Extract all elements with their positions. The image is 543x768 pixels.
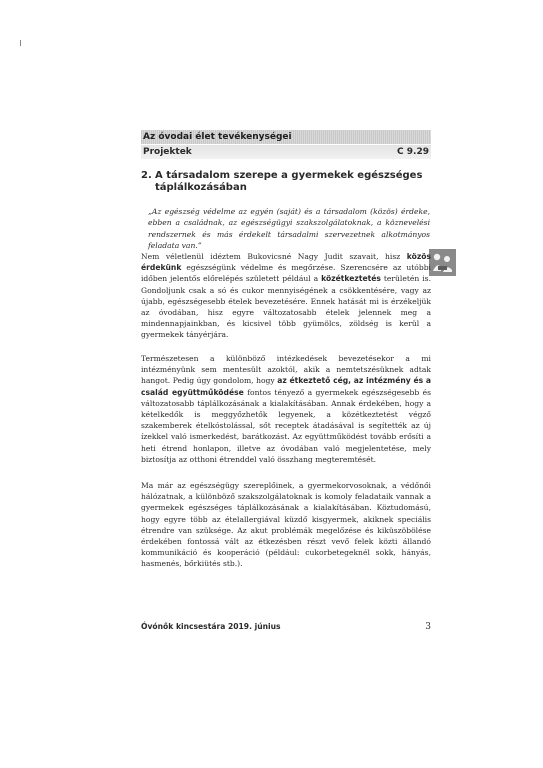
page-footer [141, 621, 431, 633]
article-number: 2. [141, 170, 152, 181]
children-reading-icon [429, 249, 456, 276]
category-code: C 9.29 [397, 147, 429, 157]
publication-name: Óvónők kincsestára 2019. június [141, 622, 281, 631]
emphasis-kozos-erdekunk: közös érdekünk [141, 252, 431, 273]
emphasis-kozetkeztetes: közétkeztetés [321, 274, 381, 284]
paragraph-1: Nem véletlenül idéztem Bukovicsné Nagy Judit szavait, hisz közös érdekünk egészségünk védelme és megőrzése. Szerencsére az utóbbi időben jelentős előrelépés született például a közétkeztetés területén is. Gondoljunk csak a só és cukor mennyiségének a csökkentésére, vagy az újabb, egészségesebb ételek bevezetésére. Ennek hatását mi is érzékeljük az óvodában, hisz egyre változatosabb ételek jelennek meg a mindennapjainkban, és kicsivel több gyümölcs, zöldség is kerül a gyermekek tányérjára. [141, 252, 431, 340]
paragraph-2: Természetesen a különböző intézkedések bevezetésekor a mi intézményünk sem mentesült azoktól, akik a nemtetszésüknek adtak hangot. Pedig úgy gondolom, hogy az étkeztető cég, az intézmény és a család együttműködése fontos tényező a gyermekek egészségesebb és változatosabb táplálkozásának a kialakításában. Annak érdekében, hogy a kételkedők is meggyőzhetők legyenek, a közétkeztetést végző szakemberek ételkóstolással, sőt receptek átadásával is segítették az új ízekkel való ismerkedést, barátkozást. Az együttműködést tovább erősíti a heti étrend honlapon, illetve az óvodában való megjelentetése, mely biztosítja az otthoni étrenddel való összhang megteremtését. [141, 354, 432, 464]
category-row [141, 145, 431, 159]
emphasis-egyuttmukodes: az étkeztető cég, az intézmény és a család együttműködése [141, 376, 432, 397]
article-title [141, 170, 431, 194]
article-title-line2: táplálkozásában [155, 182, 247, 193]
epigraph-quote: „Az egészség védelme az egyén (saját) és a társadalom (közös) érdeke, ebben a családnak, az egészségügyi szakszolgálatoknak, a köznevelési rendszernek és más érdekelt társadalmi szervezetnek alkotmányos feladata van.” [148, 207, 430, 251]
paragraph-3: Ma már az egészségügy szereplőinek, a gyermekorvosoknak, a védőnői hálózatnak, a különböző szakszolgálatoknak is komoly feladataik vannak a gyermekek egészséges táplálkozásának a kialakításában. Köztudomású, hogy egyre több az ételallergiával küzdő kisgyermek, akiknek speciális étrendre van szüksége. Az akut problémák megelőzése és kiküszöbölése érdekében fontossá vált az étkezésben részt vevő felek közti állandó kommunikáció és kooperáció (például: cukorbetegeknél sokk, hányás, hasmenés, bőrkiütés stb.). [141, 481, 431, 569]
section-header: Az óvodai élet tevékenységei [141, 130, 431, 144]
article-title-line1: A társadalom szerepe a gyermekek egészséges [155, 170, 423, 181]
scan-mark [20, 40, 21, 46]
category-label: Projektek [143, 147, 192, 157]
page-number: 3 [425, 622, 431, 632]
